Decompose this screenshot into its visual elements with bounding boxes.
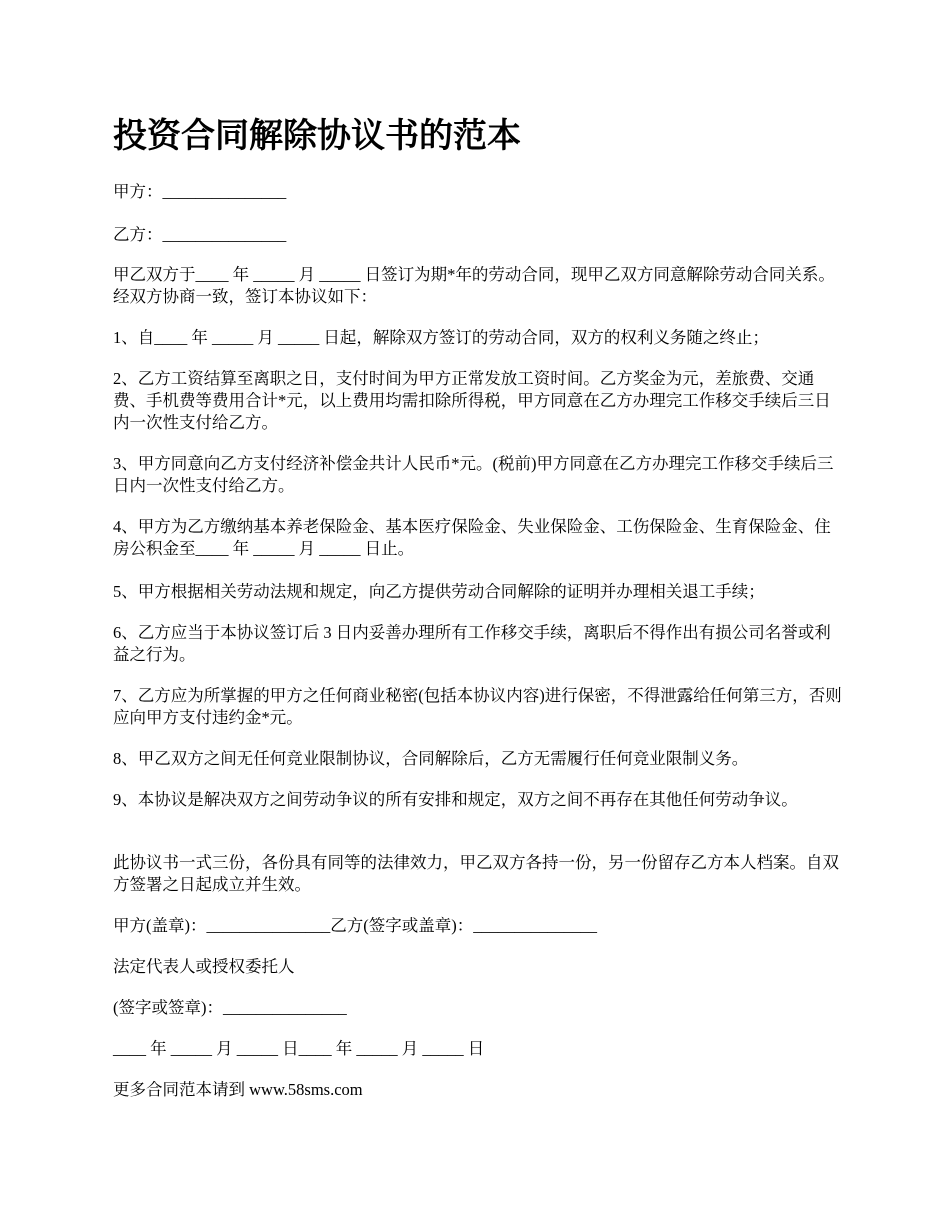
legal-representative-line: 法定代表人或授权委托人 <box>113 957 295 976</box>
document-title: 投资合同解除协议书的范本 <box>113 116 521 156</box>
sign-or-seal-line: (签字或签章)：_______________ <box>113 998 347 1017</box>
party-a-line: 甲方：_______________ <box>113 182 287 201</box>
clause-2: 2、乙方工资结算至离职之日，支付时间为甲方正常发放工资时间。乙方奖金为元，差旅费、交通费、手机费等费用合计*元，以上费用均需扣除所得税，甲方同意在乙方办理完工作移交手续后三日内一次性支付给乙方。 <box>113 369 831 432</box>
footer-link-text: 更多合同范本请到 www.58sms.com <box>113 1080 363 1099</box>
clause-1: 1、自____ 年 _____ 月 _____ 日起，解除双方签订的劳动合同，双方的权利义务随之终止； <box>113 328 769 347</box>
party-b-line: 乙方：_______________ <box>113 225 287 244</box>
clause-3: 3、甲方同意向乙方支付经济补偿金共计人民币*元。(税前)甲方同意在乙方办理完工作移交手续后三日内一次性支付给乙方。 <box>113 454 834 495</box>
clause-8: 8、甲乙双方之间无任何竞业限制协议，合同解除后，乙方无需履行任何竞业限制义务。 <box>113 749 749 768</box>
signature-line: 甲方(盖章)：_______________乙方(签字或盖章)：_______________ <box>113 916 597 935</box>
clause-6: 6、乙方应当于本协议签订后 3 日内妥善办理所有工作移交手续，离职后不得作出有损公司名誉或利益之行为。 <box>113 623 831 664</box>
date-line: ____ 年 _____ 月 _____ 日____ 年 _____ 月 _____ 日 <box>113 1039 485 1058</box>
clause-7: 7、乙方应为所掌握的甲方之任何商业秘密(包括本协议内容)进行保密，不得泄露给任何第三方，否则应向甲方支付违约金*元。 <box>113 686 842 727</box>
intro-paragraph: 甲乙双方于____ 年 _____ 月 _____ 日签订为期*年的劳动合同，现甲乙双方同意解除劳动合同关系。经双方协商一致，签订本协议如下： <box>113 265 835 306</box>
clause-4: 4、甲方为乙方缴纳基本养老保险金、基本医疗保险金、失业保险金、工伤保险金、生育保险金、住房公积金至____ 年 _____ 月 _____ 日止。 <box>113 517 831 558</box>
clause-5: 5、甲方根据相关劳动法规和规定，向乙方提供劳动合同解除的证明并办理相关退工手续； <box>113 582 765 601</box>
closing-paragraph: 此协议书一式三份，各份具有同等的法律效力，甲乙双方各持一份，另一份留存乙方本人档案。自双方签署之日起成立并生效。 <box>113 853 839 894</box>
clause-9: 9、本协议是解决双方之间劳动争议的所有安排和规定，双方之间不再存在其他任何劳动争议。 <box>113 790 798 809</box>
